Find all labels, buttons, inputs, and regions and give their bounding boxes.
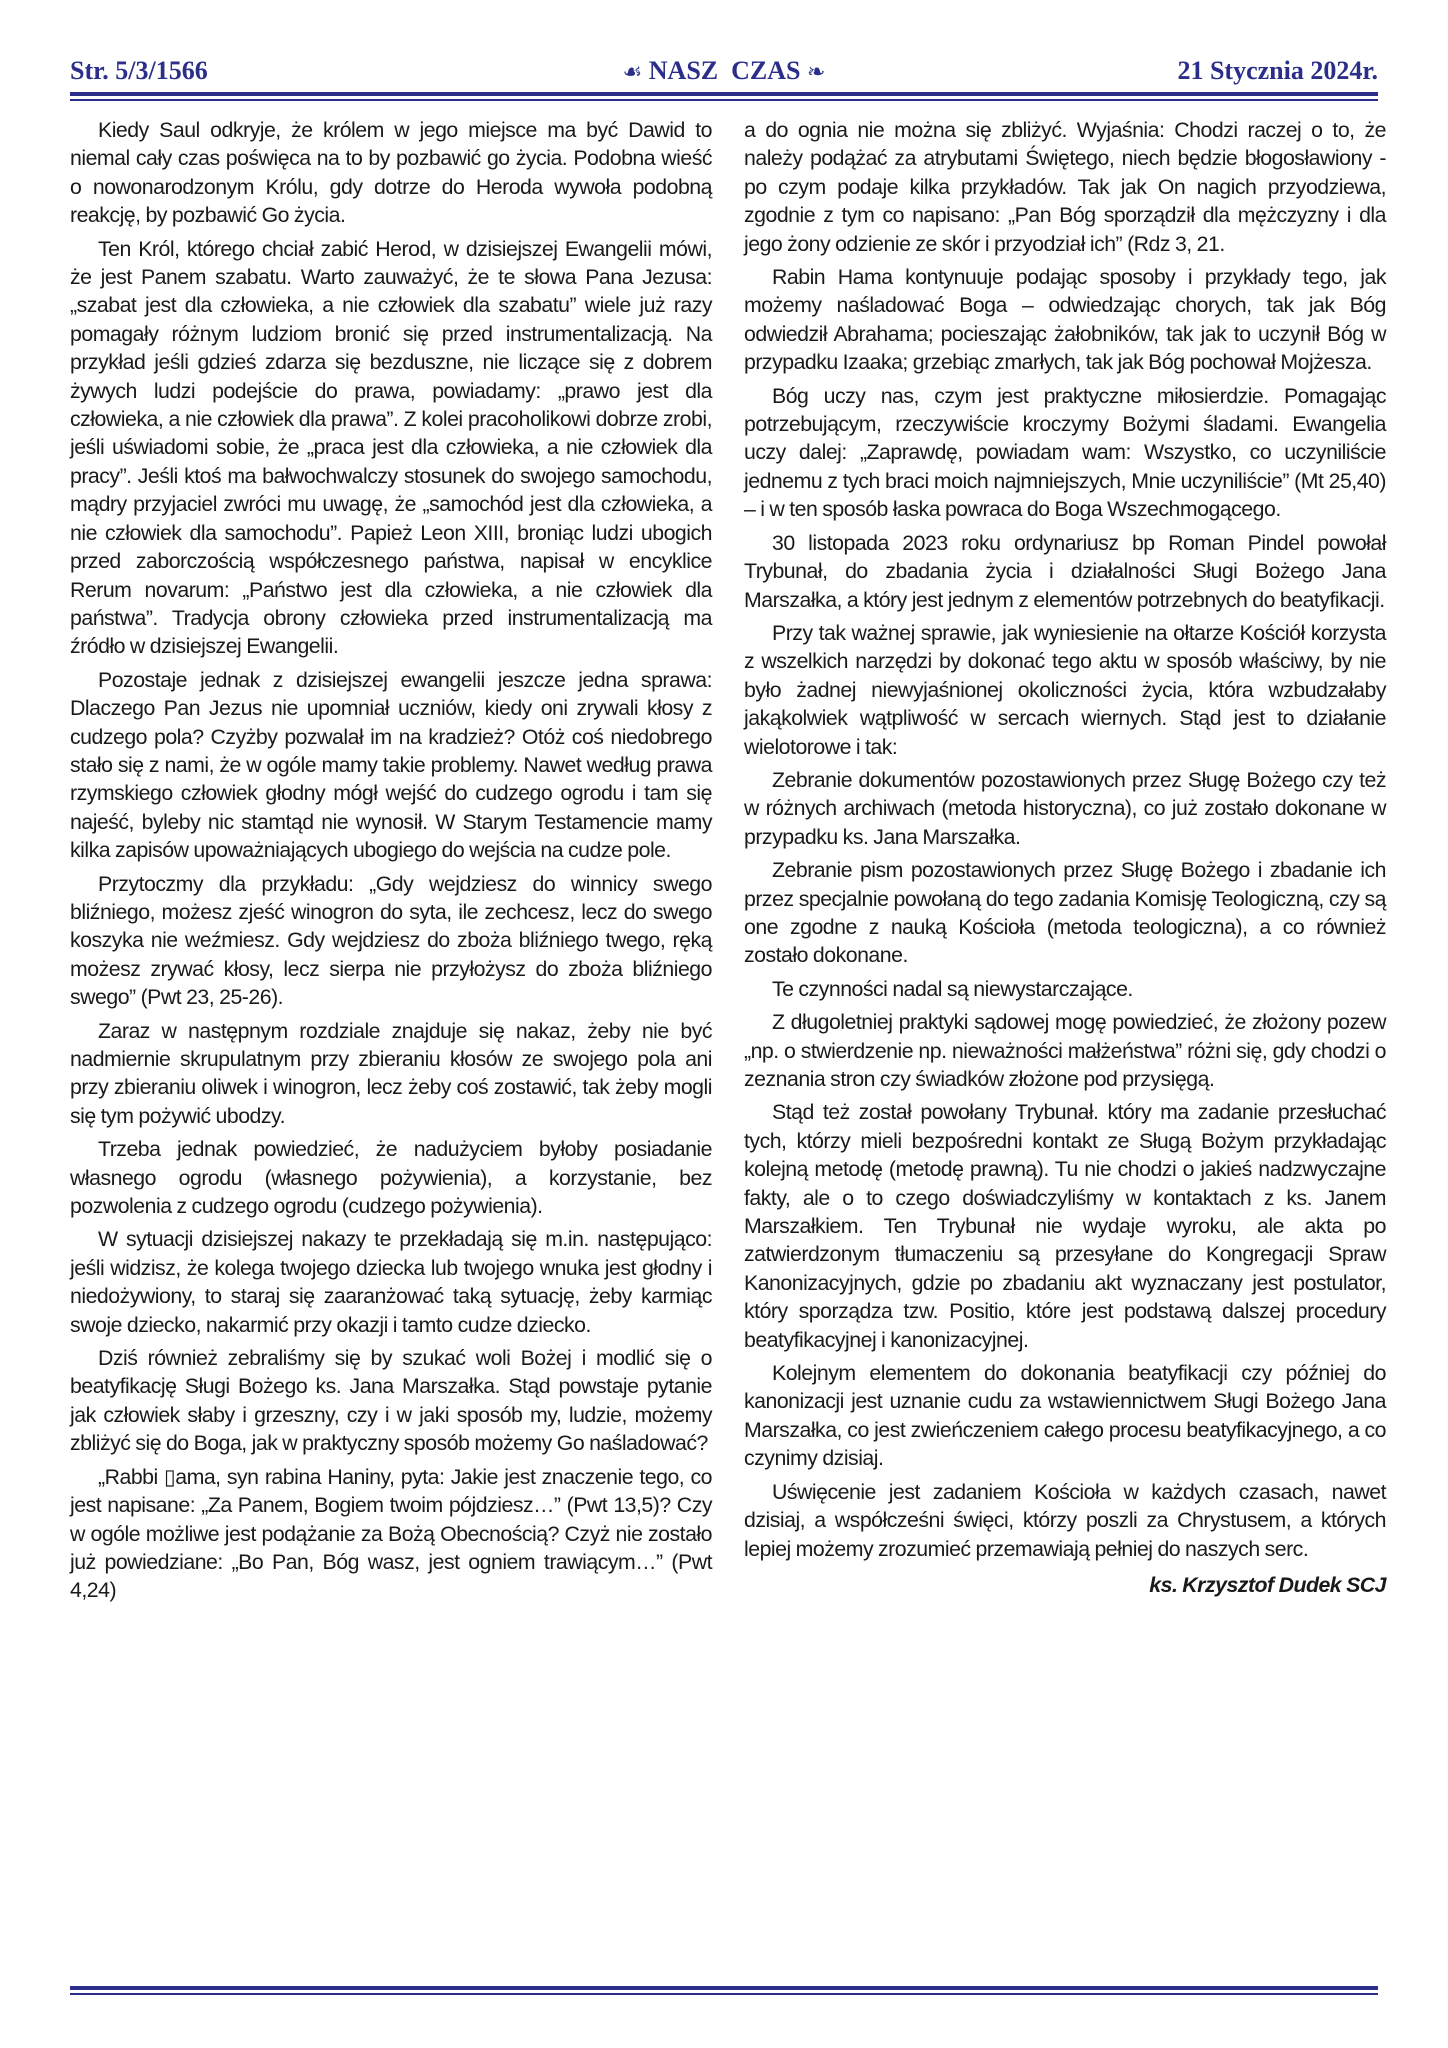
footer-rule	[70, 1986, 1378, 1990]
paragraph: Przy tak ważnej sprawie, jak wyniesienie na ołtarze Kościół korzysta z wszelkich narzędzi by dokonać tego aktu w sposób właściwy, by nie było żadnej niewyjaśnionej okoliczności życia, która wzbudzałaby jakąkolwiek wątpliwość w sercach wiernych. Stąd jest to działanie wielotorowe i tak:	[744, 620, 1386, 759]
paragraph: Te czynności nadal są niewystarczające.	[772, 976, 1133, 1001]
footer-rule-thin	[70, 1993, 1378, 1995]
ornament-right-icon: ❧	[807, 59, 826, 84]
paragraph: Zebranie pism pozostawionych przez Sługę Bożego i zbadanie ich przez specjalnie powołaną do tego zadania Komisję Teologiczną, czy są one zgodne z nauką Kościoła (metoda teologiczna), a co również zostało dokonane.	[744, 858, 1386, 968]
paragraph: Zaraz w następnym rozdziale znajduje się nakaz, żeby nie być nadmiernie skrupulatnym przy zbieraniu kłosów ze swojego pola ani przy zbieraniu oliwek i winogron, lecz żeby coś zostawić, tak żeby mogli się tym pożywić ubodzy.	[70, 1018, 712, 1128]
paragraph: Stąd też został powołany Trybunał. który ma zadanie przesłuchać tych, którzy mieli bezpośredni kontakt ze Sługą Bożym przykładając kolejną metodę (metodę prawną). Tu nie chodzi o jakieś nadzwyczajne fakty, ale o to czego doświadczyliśmy w kontaktach z ks. Janem Marszałkiem. Ten Trybunał nie wydaje wyroku, ale akta po zatwierdzonym tłumaczeniu są przesyłane do Kongregacji Spraw Kanonizacyjnych, gdzie po zbadaniu akt wyznaczany jest postulator, który sporządza tzw. Positio, które jest podstawą dalszej procedury beatyfikacyjnej i kanonizacyjnej.	[744, 1100, 1386, 1352]
ornament-left-icon: ☙	[622, 59, 643, 84]
paragraph: Bóg uczy nas, czym jest praktyczne miłosierdzie. Pomagając potrzebującym, rzeczywiście kroczymy Bożymi śladami. Ewangelia uczy dalej: „Zaprawdę, powiadam wam: Wszystko, co uczyniliście jednemu z tych braci moich najmniejszych, Mnie uczyniliście” (Mt 25,40) – i w ten sposób łaska powraca do Boga Wszechmogącego.	[744, 383, 1386, 522]
right-column	[744, 116, 1386, 1604]
paragraph: Ten Król, którego chciał zabić Herod, w dzisiejszej Ewangelii mówi, że jest Panem szabatu. Warto zauważyć, że te słowa Pana Jezusa: „szabat jest dla człowieka, a nie człowiek dla szabatu” wiele już razy pomagały różnym ludziom bronić się przed instrumentalizacją. Na przykład jeśli gdzieś zdarza się bezduszne, nie liczące się z dobrem żywych ludzi podejście do prawa, powiadamy: „prawo jest dla człowieka, a nie człowiek dla prawa”. Z kolei pracoholikowi dobrze zrobi, jeśli uświadomi sobie, że „praca jest dla człowieka, a nie człowiek dla pracy”. Jeśli ktoś ma bałwochwalczy stosunek do swojego samochodu, mądry przyjaciel zwróci mu uwagę, że „samochód jest dla człowieka, a nie człowiek dla samochodu”. Papież Leon XIII, broniąc ludzi ubogich przed zaborczością współczesnego państwa, napisał w encyklice Rerum novarum: „Państwo jest dla człowieka, a nie człowiek dla państwa”. Tradycja obrony człowieka przed instrumentalizacją ma źródło w dzisiejszej Ewangelii.	[70, 236, 712, 659]
paragraph: Rabin Hama kontynuuje podając sposoby i przykłady tego, jak możemy naśladować Boga – odwiedzając chorych, tak jak Bóg odwiedził Abrahama; pocieszając żałobników, tak jak to uczynił Bóg w przypadku Izaaka; grzebiąc zmarłych, tak jak Bóg pochował Mojżesza.	[744, 265, 1386, 375]
author-signature: ks. Krzysztof Dudek SCJ	[1149, 1572, 1386, 1597]
header-rule-thin	[70, 99, 1378, 101]
page-number: Str. 5/3/1566	[70, 56, 208, 85]
paragraph: a do ognia nie można się zbliżyć. Wyjaśnia: Chodzi raczej o to, że należy podążać za atrybutami Świętego, niech będzie błogosławiony - po czym podaje kilka przykładów. Tak jak On nagich przyodziewa, zgodnie z tym co napisano: „Pan Bóg sporządził dla mężczyzny i dla jego żony odzienie ze skór i przyodział ich” (Rdz 3, 21.	[744, 118, 1386, 256]
issue-date: 21 Stycznia 2024r.	[1177, 56, 1378, 85]
paragraph: Dziś również zebraliśmy się by szukać woli Bożej i modlić się o beatyfikację Sługi Bożego ks. Jana Marszałka. Stąd powstaje pytanie jak człowiek słaby i grzeszny, czy i w jaki sposób my, ludzie, możemy zbliżyć się do Boga, jak w praktyczny sposób możemy Go naśladować?	[70, 1346, 712, 1456]
paragraph: Z długoletniej praktyki sądowej mogę powiedzieć, że złożony pozew „np. o stwierdzenie np. nieważności małżeństwa” różni się, gdy chodzi o zeznania stron czy świadków złożone pod przysięgą.	[744, 1010, 1386, 1091]
header-rule	[70, 92, 1378, 96]
page-header	[70, 56, 1378, 96]
paragraph: Przytoczmy dla przykładu: „Gdy wejdziesz do winnicy swego bliźniego, możesz zjeść winogron do syta, ile zechcesz, lecz do swego koszyka nie weźmiesz. Gdy wejdziesz do zboża bliźniego twego, ręką możesz zrywać kłosy, lecz sierpa nie przyłożysz do zboża bliźniego swego” (Pwt 23, 25-26).	[70, 871, 712, 1010]
paragraph: Pozostaje jednak z dzisiejszej ewangelii jeszcze jedna sprawa: Dlaczego Pan Jezus nie upomniał uczniów, kiedy oni zrywali kłosy z cudzego pola? Czyżby pozwalał im na kradzież? Otóż coś niedobrego stało się z nami, że w ogóle mamy takie problemy. Nawet według prawa rzymskiego człowiek głodny mógł wejść do cudzego ogrodu i tam się najeść, byleby nic stamtąd nie wynosił. W Starym Testamencie mamy kilka zapisów upoważniających ubogiego do wejścia na cudze pole.	[70, 667, 712, 863]
paragraph: W sytuacji dzisiejszej nakazy te przekładają się m.in. następująco: jeśli widzisz, że kolega twojego dziecka lub twojego wnuka jest głodny i niedożywiony, to staraj się zaaranżować taką sytuację, żeby karmiąc swoje dziecko, nakarmić przy okazji i tamto cudze dziecko.	[70, 1227, 712, 1337]
paragraph: Kiedy Saul odkryje, że królem w jego miejsce ma być Dawid to niemal cały czas poświęca na to by pozbawić go życia. Podobna wieść o nowonarodzonym Królu, gdy dotrze do Heroda wywoła podobną reakcję, by pozbawić Go życia.	[70, 118, 712, 228]
paragraph: Zebranie dokumentów pozostawionych przez Sługę Bożego czy też w różnych archiwach (metoda historyczna), co już zostało dokonane w przypadku ks. Jana Marszałka.	[744, 767, 1386, 849]
paragraph: Kolejnym elementem do dokonania beatyfikacji czy później do kanonizacji jest uznanie cudu za wstawiennictwem Sługi Bożego Jana Marszałka, co jest zwieńczeniem całego procesu beatyfikacyjnego, a co czynimy dzisiaj.	[744, 1361, 1386, 1471]
paragraph: Trzeba jednak powiedzieć, że nadużyciem byłoby posiadanie własnego ogrodu (własnego pożywienia), a korzystanie, bez pozwolenia z cudzego ogrodu (cudzego pożywienia).	[70, 1137, 712, 1219]
paragraph: 30 listopada 2023 roku ordynariusz bp Roman Pindel powołał Trybunał, do zbadania życia i działalności Sługi Bożego Jana Marszałka, a który jest jednym z elementów potrzebnych do beatyfikacji.	[744, 530, 1386, 612]
left-column	[70, 116, 712, 1610]
paragraph: Uświęcenie jest zadaniem Kościoła w każdych czasach, nawet dzisiaj, a współcześni święci, którzy poszli za Chrystusem, a których lepiej możemy zrozumieć przemawiają pełniej do naszych serc.	[744, 1479, 1386, 1561]
masthead-title: NASZ CZAS	[648, 56, 801, 85]
paragraph: „Rabbi ▯ama, syn rabina Haniny, pyta: Jakie jest znaczenie tego, co jest napisane: „Za Panem, Bogiem twoim pójdziesz…” (Pwt 13,5)? Czy w ogóle możliwe jest podążanie za Bożą Obecnością? Czyż nie zostało już powiedziane: „Bo Pan, Bóg wasz, jest ogniem trawiącym…” (Pwt 4,24)	[70, 1464, 712, 1603]
